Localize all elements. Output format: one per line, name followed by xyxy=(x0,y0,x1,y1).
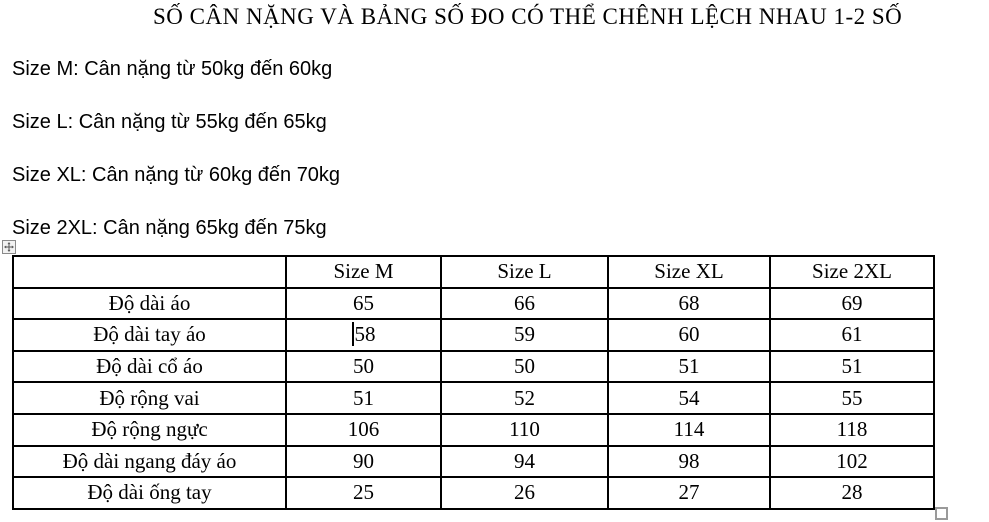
cell-value[interactable]: 69 xyxy=(770,288,934,320)
table-row xyxy=(13,446,934,478)
cell-value[interactable]: 106 xyxy=(286,414,441,446)
cell-value[interactable]: 50 xyxy=(441,351,608,383)
table-row xyxy=(13,319,934,351)
cell-value[interactable]: 114 xyxy=(608,414,770,446)
cell-value[interactable]: 26 xyxy=(441,477,608,509)
cell-value[interactable]: 27 xyxy=(608,477,770,509)
cell-value[interactable]: 68 xyxy=(608,288,770,320)
cell-value[interactable]: 25 xyxy=(286,477,441,509)
cell-value[interactable]: 118 xyxy=(770,414,934,446)
table-row xyxy=(13,382,934,414)
cell-value[interactable]: 66 xyxy=(441,288,608,320)
cell-value[interactable]: 60 xyxy=(608,319,770,351)
table-header-row xyxy=(13,256,934,288)
header-cell-size-xl[interactable]: Size XL xyxy=(608,256,770,288)
row-label[interactable]: Độ rộng vai xyxy=(13,382,286,414)
cell-value[interactable]: 50 xyxy=(286,351,441,383)
cell-value[interactable]: 110 xyxy=(441,414,608,446)
document-title[interactable]: SỐ CÂN NẶNG VÀ BẢNG SỐ ĐO CÓ THỂ CHÊNH LỆCH NHAU 1-2 SỐ xyxy=(153,4,903,29)
cell-value[interactable]: 54 xyxy=(608,382,770,414)
size-m-note[interactable]: Size M: Cân nặng từ 50kg đến 60kg xyxy=(12,58,333,80)
text-cursor xyxy=(352,322,354,346)
table-row xyxy=(13,351,934,383)
cell-value[interactable]: 51 xyxy=(770,351,934,383)
cell-value[interactable]: 55 xyxy=(770,382,934,414)
cell-value[interactable]: 51 xyxy=(608,351,770,383)
row-label[interactable]: Độ rộng ngực xyxy=(13,414,286,446)
header-cell-size-2xl[interactable]: Size 2XL xyxy=(770,256,934,288)
cell-value[interactable]: 61 xyxy=(770,319,934,351)
size-xl-note[interactable]: Size XL: Cân nặng từ 60kg đến 70kg xyxy=(12,164,341,186)
row-label[interactable]: Độ dài cổ áo xyxy=(13,351,286,383)
table-move-handle[interactable] xyxy=(2,240,16,254)
row-label[interactable]: Độ dài ống tay xyxy=(13,477,286,509)
row-label[interactable]: Độ dài ngang đáy áo xyxy=(13,446,286,478)
cell-value[interactable]: 98 xyxy=(608,446,770,478)
table-row xyxy=(13,477,934,509)
move-arrows-icon xyxy=(4,242,14,252)
table-resize-handle[interactable] xyxy=(935,507,948,520)
cell-value[interactable]: 94 xyxy=(441,446,608,478)
cell-value[interactable]: 102 xyxy=(770,446,934,478)
cell-value-with-cursor[interactable] xyxy=(286,319,441,351)
header-cell-size-m[interactable]: Size M xyxy=(286,256,441,288)
cell-value[interactable]: 52 xyxy=(441,382,608,414)
cell-value[interactable]: 59 xyxy=(441,319,608,351)
cell-value[interactable]: 90 xyxy=(286,446,441,478)
cell-value[interactable]: 28 xyxy=(770,477,934,509)
cell-value[interactable]: 65 xyxy=(286,288,441,320)
size-l-note[interactable]: Size L: Cân nặng từ 55kg đến 65kg xyxy=(12,111,327,133)
table-row xyxy=(13,414,934,446)
cell-text: 58 xyxy=(354,322,376,347)
table-row xyxy=(13,288,934,320)
cell-value[interactable]: 51 xyxy=(286,382,441,414)
size-2xl-note[interactable]: Size 2XL: Cân nặng 65kg đến 75kg xyxy=(12,217,327,239)
row-label[interactable]: Độ dài áo xyxy=(13,288,286,320)
size-measurement-table xyxy=(12,255,935,510)
header-cell-blank[interactable] xyxy=(13,256,286,288)
row-label[interactable]: Độ dài tay áo xyxy=(13,319,286,351)
header-cell-size-l[interactable]: Size L xyxy=(441,256,608,288)
